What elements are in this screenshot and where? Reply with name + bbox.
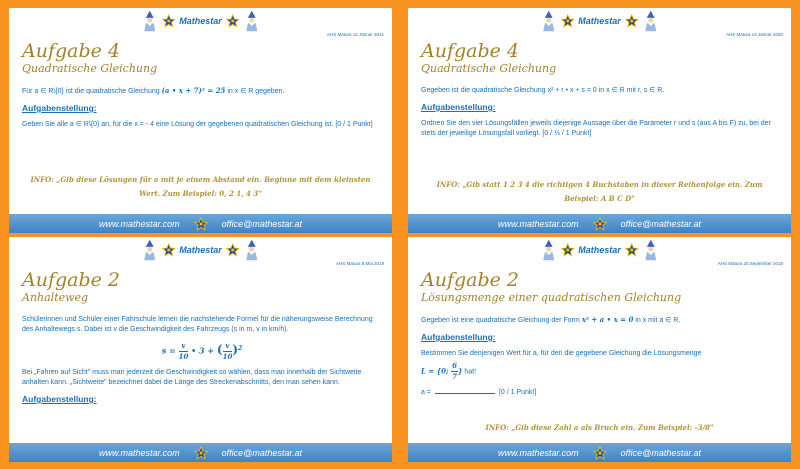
task-card-3 xyxy=(9,237,392,462)
star-icon xyxy=(560,14,574,28)
task-statement: Bestimmen Sie denjenigen Wert für a, für den die gegebene Gleichung die Lösungsmenge xyxy=(421,350,702,357)
task-card-1 xyxy=(9,8,392,233)
info-note: INFO: „Gib statt 1 2 3 4 die richtigen 4 Buchstaben in dieser Reihenfolge ein. Zum Beispiel: A B C D" xyxy=(436,180,763,203)
exam-date: AHS Matura 12.Jänner 2021 xyxy=(326,32,384,37)
task-body xyxy=(22,86,382,136)
card-banner xyxy=(408,8,791,38)
task-heading: Aufgabenstellung: xyxy=(421,332,496,342)
exam-date: AHS Matura 20.September 2018 xyxy=(717,261,783,266)
website-link[interactable]: www.mathestar.com xyxy=(497,447,579,458)
wizard-icon xyxy=(643,10,659,32)
card-footer xyxy=(9,214,392,233)
brand-name: Mathestar xyxy=(578,245,621,255)
wizard-icon xyxy=(643,239,659,261)
email-link[interactable]: office@mathestar.at xyxy=(620,447,702,458)
wizard-icon xyxy=(540,10,556,32)
star-icon xyxy=(161,243,175,257)
task-body xyxy=(22,315,382,411)
star-icon xyxy=(593,446,607,460)
card-banner xyxy=(9,8,392,38)
task-intro: Schülerinnen und Schüler einer Fahrschule lernen die nachstehende Formel für die näherungsweise Berechnung des Anhaltewegs s. Dabei ist v die Geschwindigkeit des Fahrzeugs (s in m, v in km/h). xyxy=(22,316,373,333)
card-footer xyxy=(408,214,791,233)
task-statement: Geben Sie alle a ∈ R\{0} an, für die x = - 4 eine Lösung der gegebenen quadratischen Gleichung ist. [0 / 1 Punkt] xyxy=(22,121,373,128)
email-link[interactable]: office@mathestar.at xyxy=(221,447,303,458)
star-icon xyxy=(161,14,175,28)
website-link[interactable]: www.mathestar.com xyxy=(497,218,579,229)
website-link[interactable]: www.mathestar.com xyxy=(98,218,180,229)
wizard-icon xyxy=(244,239,260,261)
website-link[interactable]: www.mathestar.com xyxy=(98,447,180,458)
star-icon xyxy=(226,14,240,28)
task-statement: Ordnen Sie den vier Lösungsfällen jeweils diejenige Aussage über die Parameter r und s (aus A bis F) zu, bei der stets der jeweilige Lösungsfall vorliegt. [0 / ½ / 1 Punkt] xyxy=(421,120,771,137)
brand-name: Mathestar xyxy=(578,16,621,26)
task-title: Aufgabe 4 xyxy=(22,40,121,62)
exam-date: AHS Matura 14.Jänner 2020 xyxy=(725,32,783,37)
task-heading: Aufgabenstellung: xyxy=(22,103,97,113)
exam-date: AHS Matura 8.Mai 2019 xyxy=(335,261,384,266)
star-icon xyxy=(560,243,574,257)
star-icon xyxy=(625,14,639,28)
wizard-icon xyxy=(540,239,556,261)
card-footer xyxy=(408,443,791,462)
task-intro: Gegeben ist eine quadratische Gleichung der Form x² + a • x = 0 in x mit a ∈ R. xyxy=(421,315,681,324)
task-body xyxy=(421,86,781,145)
star-icon xyxy=(194,446,208,460)
answer-row: a = [0 / 1 Punkt] xyxy=(421,389,537,396)
task-card-2 xyxy=(408,8,791,233)
task-subtitle: Lösungsmenge einer quadratischen Gleichung xyxy=(421,291,682,304)
task-title: Aufgabe 2 xyxy=(421,269,520,291)
solution-set: L = {0; $\frac{6}{7}$ } hat! xyxy=(421,361,477,381)
card-banner xyxy=(408,237,791,267)
brand-name: Mathestar xyxy=(179,16,222,26)
stopping-distance-formula: s = $\frac{v}{10}$ • 3 + ( $\frac{v}{10}$ )$^2$ xyxy=(161,341,243,361)
task-subtitle: Quadratische Gleichung xyxy=(22,62,158,75)
email-link[interactable]: office@mathestar.at xyxy=(221,218,303,229)
email-link[interactable]: office@mathestar.at xyxy=(620,218,702,229)
task-context: Bei „Fahren auf Sicht" muss man jederzeit die Geschwindigkeit so wählen, dass man innerhalb der Sichtweite anhalten kann. „Sichtweite" bezeichnet dabei die Länge des Streckenabschnitts, den man sehen kann. xyxy=(22,369,362,386)
brand-name: Mathestar xyxy=(179,245,222,255)
star-icon xyxy=(194,217,208,231)
info-note: INFO: „Gib diese Lösungen für a mit je einem Abstand ein. Beginne mit dem kleinsten Wert. Zum Beispiel: 0, 2 1, 4 3" xyxy=(30,175,371,198)
task-subtitle: Quadratische Gleichung xyxy=(421,62,557,75)
wizard-icon xyxy=(141,10,157,32)
task-title: Aufgabe 4 xyxy=(421,40,520,62)
star-icon xyxy=(625,243,639,257)
star-icon xyxy=(593,217,607,231)
task-subtitle: Anhalteweg xyxy=(22,291,89,304)
card-banner xyxy=(9,237,392,267)
info-note: INFO: „Gib diese Zahl a als Bruch ein. Zum Beispiel: -3/8" xyxy=(485,423,714,432)
card-footer xyxy=(9,443,392,462)
task-card-4 xyxy=(408,237,791,462)
task-intro: Gegeben ist die quadratische Gleichung x² + r • x + s = 0 in x ∈ R mit r, s ∈ R. xyxy=(421,87,665,94)
star-icon xyxy=(226,243,240,257)
task-body xyxy=(421,315,781,404)
task-heading: Aufgabenstellung: xyxy=(22,394,97,404)
wizard-icon xyxy=(141,239,157,261)
task-title: Aufgabe 2 xyxy=(22,269,121,291)
task-heading: Aufgabenstellung: xyxy=(421,102,496,112)
task-intro: Für a ∈ R\{0} ist die quadratische Gleichung (a • x + 7)² = 25 in x ∈ R gegeben. xyxy=(22,86,285,95)
answer-blank[interactable] xyxy=(435,393,495,394)
wizard-icon xyxy=(244,10,260,32)
